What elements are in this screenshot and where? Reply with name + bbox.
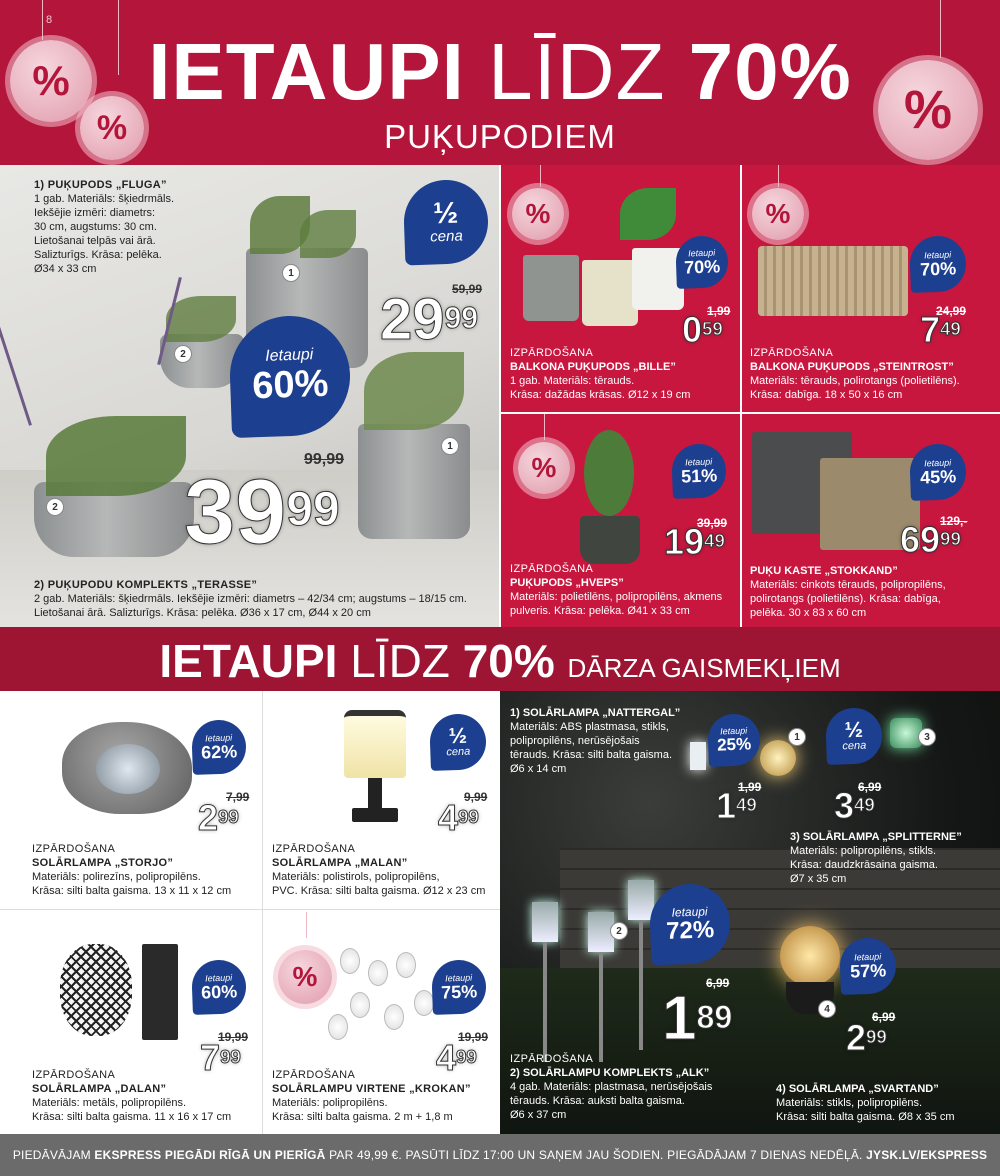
section-title — [0, 634, 1000, 695]
old-price: 1,99 — [707, 304, 731, 318]
footer-text: PAR 49,99 €. PASŪTI LĪDZ 17:00 UN SAŅEM JAU ŠODIEN. PIEGĀDĀJAM 7 DIENAS NEDĒĻĀ. — [329, 1148, 863, 1162]
percent-tag: % — [518, 442, 570, 494]
marker-2: 2 — [46, 498, 64, 516]
product-detail: Materiāls: stikls, polipropilēns. — [776, 1097, 923, 1109]
lamp-dalan-panel — [142, 944, 178, 1040]
product-title: BALKONA PUĶUPODS „BILLE” — [510, 361, 676, 373]
price-int: 1 — [716, 785, 737, 826]
old-price: 24,99 — [936, 304, 967, 318]
product-detail: Materiāls: ABS plastmasa, stikls, — [510, 721, 669, 733]
pot-grey — [523, 255, 579, 321]
badge-bottom: cena — [842, 739, 867, 753]
old-price: 39,99 — [697, 516, 728, 530]
savings-badge — [191, 959, 247, 1015]
divider — [262, 691, 263, 1134]
sale-label: IZPĀRDOŠANA — [510, 1053, 594, 1065]
bulb — [350, 992, 370, 1018]
price-int: 3 — [834, 785, 855, 826]
product-dalan-info — [32, 1068, 260, 1124]
price-int: 7 — [920, 309, 941, 350]
page-title — [0, 28, 1000, 116]
bulb — [368, 960, 388, 986]
badge-top: Ietaupi — [688, 247, 716, 259]
badge-bottom: 70% — [919, 258, 957, 280]
price-dec: 49 — [704, 530, 725, 552]
lamp-stake — [543, 942, 547, 1062]
product-detail: Ø7 x 35 cm — [790, 873, 847, 885]
product-detail: Ø6 x 14 cm — [510, 763, 567, 775]
badge-top: Ietaupi — [205, 972, 233, 984]
page-number: 8 — [46, 14, 53, 26]
pot-cream — [582, 260, 638, 326]
price-dec: 49 — [736, 794, 757, 816]
old-price: 6,99 — [872, 1010, 896, 1024]
marker-4: 4 — [818, 1000, 836, 1018]
product-detail: 4 gab. Materiāls: plastmasa, nerūsējošais — [510, 1081, 713, 1093]
lamp-malan-shade — [344, 710, 406, 778]
product-malan-info — [272, 842, 498, 898]
divider — [0, 909, 500, 910]
percent-tag: % — [752, 188, 804, 240]
sale-price — [438, 797, 479, 838]
price-int: 0 — [682, 309, 703, 350]
old-price: 9,99 — [464, 790, 488, 804]
product-detail: 1 gab. Materiāls: tērauds. — [510, 375, 635, 387]
sale-label: IZPĀRDOŠANA — [750, 347, 834, 359]
badge-bottom: 75% — [440, 981, 478, 1003]
product-detail: Krāsa: silti balta gaisma. Ø8 x 35 cm — [776, 1111, 955, 1123]
product-terasse-info — [34, 578, 494, 620]
old-price: 99,99 — [304, 451, 345, 468]
product-alk-info — [510, 1052, 750, 1122]
plant-foliage — [620, 188, 676, 240]
bulb — [384, 1004, 404, 1030]
product-title: 1) SOLĀRLAMPA „NATTERGAL” — [510, 707, 681, 719]
product-detail: Krāsa: silti balta gaisma. 13 x 11 x 12 cm — [32, 885, 232, 897]
old-price: 59,99 — [452, 282, 483, 296]
lamp-stake — [599, 952, 603, 1062]
product-detail: pulveris. Krāsa: pelēka. Ø41 x 33 cm — [510, 605, 690, 617]
title-light: LĪDZ — [488, 27, 666, 116]
plant-foliage — [300, 210, 356, 258]
price-int: 29 — [380, 287, 445, 352]
product-detail: Lietošanai telpās vai ārā. — [34, 235, 156, 247]
percent-tag: % — [278, 950, 332, 1004]
page-subtitle: PUĶUPODIEM — [384, 118, 616, 155]
product-title: SOLĀRLAMPU VIRTENE „KROKAN” — [272, 1083, 471, 1095]
tag-string — [544, 414, 545, 440]
marker-1: 1 — [788, 728, 806, 746]
product-detail: Krāsa: dažādas krāsas. Ø12 x 19 cm — [510, 389, 691, 401]
plant-foliage — [364, 352, 464, 430]
price-dec: 99 — [940, 528, 961, 550]
price-int: 4 — [436, 1037, 457, 1078]
product-fluga-info — [34, 178, 224, 276]
badge-bottom: cena — [429, 226, 464, 246]
product-stokkand-info — [750, 564, 998, 620]
half-price-badge — [429, 713, 487, 771]
lamp-malan-stem — [368, 778, 382, 810]
planter-rattan — [758, 246, 908, 316]
percent-tag: % — [80, 96, 144, 160]
badge-bottom: 45% — [919, 466, 957, 488]
price-int: 7 — [200, 1037, 221, 1078]
product-bille-info — [510, 346, 738, 402]
product-detail: Materiāls: polietilēns, polipropilēns, akmens — [510, 591, 723, 603]
old-price: 19,99 — [458, 1030, 489, 1044]
title-light: LĪDZ — [350, 635, 450, 687]
product-detail: Krāsa: silti balta gaisma. 11 x 16 x 17 cm — [32, 1111, 232, 1123]
lamp-svartand-globe — [780, 926, 840, 986]
price-dec: 49 — [940, 318, 961, 340]
product-hveps-info — [510, 562, 740, 618]
price-int: 19 — [664, 521, 705, 562]
sale-price — [198, 797, 239, 838]
savings-badge — [191, 719, 247, 775]
product-splitterne-info — [790, 830, 998, 886]
percent-tag: % — [10, 40, 92, 122]
product-detail: Materiāls: cinkots tērauds, polipropilēns, — [750, 579, 946, 591]
badge-bottom: cena — [446, 745, 471, 759]
price-int: 2 — [846, 1017, 867, 1058]
title-bold: IETAUPI — [148, 27, 465, 116]
sale-label: IZPĀRDOŠANA — [510, 347, 594, 359]
sale-price — [662, 984, 733, 1053]
price-dec: 99 — [456, 1046, 477, 1068]
price-int: 2 — [198, 797, 219, 838]
price-dec: 99 — [220, 1046, 241, 1068]
lamp-stake — [639, 920, 643, 1050]
product-title: BALKONA PUĶUPODS „STEINTROST” — [750, 361, 954, 373]
product-detail: Iekšējie izmēri: diametrs: — [34, 207, 156, 219]
product-storjo-info — [32, 842, 260, 898]
product-detail: Materiāls: tērauds, polirotangs (polietilēns). — [750, 375, 960, 387]
product-detail: Krāsa: silti balta gaisma. 2 m + 1,8 m — [272, 1111, 453, 1123]
badge-top: Ietaupi — [671, 904, 708, 920]
plant-foliage — [584, 430, 634, 516]
price-int: 4 — [438, 797, 459, 838]
old-price: 1,99 — [738, 780, 762, 794]
price-dec: 99 — [444, 301, 479, 335]
footer-text: PIEDĀVĀJAM — [12, 1148, 91, 1162]
badge-top: Ietaupi — [264, 346, 314, 365]
old-price: 6,99 — [858, 780, 882, 794]
old-price: 129,- — [940, 514, 968, 528]
product-title: SOLĀRLAMPA „DALAN” — [32, 1083, 167, 1095]
price-int: 69 — [900, 519, 941, 560]
sale-label: IZPĀRDOŠANA — [272, 843, 356, 855]
product-detail: Krāsa: daudzkrāsaina gaisma. — [790, 859, 938, 871]
sale-label: IZPĀRDOŠANA — [32, 843, 116, 855]
product-detail: polirotangs (polietilēns). Krāsa: dabīga, — [750, 593, 941, 605]
marker-1: 1 — [441, 437, 459, 455]
tag-string — [778, 165, 779, 187]
sale-price — [834, 785, 875, 826]
badge-top: Ietaupi — [685, 456, 713, 468]
sale-price — [682, 309, 723, 350]
percent-tag: % — [878, 60, 978, 160]
badge-top: Ietaupi — [445, 972, 473, 984]
marker-2: 2 — [174, 345, 192, 363]
product-detail: PVC. Krāsa: silti balta gaisma. Ø12 x 23 cm — [272, 885, 486, 897]
product-detail: Materiāls: metāls, polipropilēns. — [32, 1097, 187, 1109]
product-detail: Ø6 x 37 cm — [510, 1109, 567, 1121]
lamp-alk — [532, 902, 558, 942]
badge-bottom: 51% — [680, 465, 718, 487]
footer-emphasis: EKSPRESS PIEGĀDI RĪGĀ UN PIERĪGĀ — [94, 1148, 326, 1162]
product-detail: tērauds. Krāsa: silti balta gaisma. — [510, 749, 673, 761]
tag-string — [306, 912, 307, 938]
product-detail: Materiāls: polistirols, polipropilēns, — [272, 871, 440, 883]
footer-delivery-banner — [0, 1134, 1000, 1176]
product-detail: Krāsa: dabīga. 18 x 50 x 16 cm — [750, 389, 903, 401]
badge-bottom: 60% — [251, 362, 330, 408]
marker-2: 2 — [610, 922, 628, 940]
product-detail: 2 gab. Materiāls: šķiedrmāls. Iekšējie izmēri: diametrs – 42/34 cm; augstums – 18/15 cm. — [34, 593, 467, 605]
product-title: SOLĀRLAMPA „STORJO” — [32, 857, 174, 869]
price-int: 1 — [662, 984, 697, 1053]
badge-top: ½ — [448, 722, 468, 749]
badge-top: Ietaupi — [854, 951, 882, 963]
badge-bottom: 57% — [849, 960, 887, 982]
badge-bottom: 62% — [200, 741, 238, 763]
title-percent: 70% — [688, 27, 852, 116]
old-price: 7,99 — [226, 790, 250, 804]
sale-label: IZPĀRDOŠANA — [510, 563, 594, 575]
product-detail: Ø34 x 33 cm — [34, 263, 97, 275]
product-title: SOLĀRLAMPA „MALAN” — [272, 857, 408, 869]
sale-price — [900, 519, 961, 560]
product-detail: 30 cm, augstums: 30 cm. — [34, 221, 157, 233]
product-title: PUĶUPODS „HVEPS” — [510, 577, 624, 589]
product-detail: 1 gab. Materiāls: šķiedrmāls. — [34, 193, 174, 205]
product-steintrost-info — [750, 346, 998, 402]
price-dec: 99 — [286, 482, 340, 536]
tag-string — [540, 165, 541, 187]
badge-top: Ietaupi — [720, 725, 748, 737]
lamp-malan-base — [352, 808, 398, 822]
product-title: 4) SOLĀRLAMPA „SVARTAND” — [776, 1083, 939, 1095]
bulb — [414, 990, 434, 1016]
savings-badge — [431, 959, 487, 1015]
product-krokan-info — [272, 1068, 498, 1124]
product-detail: Materiāls: polirezīns, polipropilēns. — [32, 871, 201, 883]
product-detail: tērauds. Krāsa: auksti balta gaisma. — [510, 1095, 685, 1107]
footer-link[interactable]: JYSK.LV/EKSPRESS — [866, 1148, 988, 1162]
sale-label: IZPĀRDOŠANA — [272, 1069, 356, 1081]
old-price: 19,99 — [218, 1030, 249, 1044]
title-bold: IETAUPI — [159, 635, 338, 687]
product-title: 3) SOLĀRLAMPA „SPLITTERNE” — [790, 831, 962, 843]
product-detail: pelēka. 30 x 83 x 60 cm — [750, 607, 867, 619]
bulb — [396, 952, 416, 978]
price-dec: 99 — [218, 806, 239, 828]
sale-price — [846, 1017, 887, 1058]
pot-hveps — [580, 516, 640, 564]
old-price: 6,99 — [706, 976, 730, 990]
product-title: PUĶU KASTE „STOKKAND” — [750, 565, 898, 577]
marker-1: 1 — [282, 264, 300, 282]
lamp-nattergal-globe — [760, 740, 796, 776]
sale-label: IZPĀRDOŠANA — [32, 1069, 116, 1081]
price-dec: 59 — [702, 318, 723, 340]
sale-price — [184, 461, 340, 563]
product-detail: polipropilēns, nerūsējošais — [510, 735, 640, 747]
badge-bottom: 70% — [683, 256, 721, 278]
bulb — [340, 948, 360, 974]
product-detail: Materiāls: polipropilēns. — [272, 1097, 388, 1109]
badge-bottom: 25% — [716, 734, 752, 755]
price-dec: 89 — [696, 999, 733, 1036]
lamp-lens — [96, 744, 160, 794]
product-title: 2) PUĶUPODU KOMPLEKTS „TERASSE” — [34, 579, 258, 591]
product-title: 2) SOLĀRLAMPU KOMPLEKTS „ALK” — [510, 1067, 710, 1079]
lamp-splitterne — [890, 718, 922, 748]
badge-top: ½ — [844, 716, 864, 743]
price-dec: 99 — [866, 1026, 887, 1048]
product-detail: Materiāls: polipropilēns, stikls. — [790, 845, 937, 857]
badge-top: ½ — [432, 196, 459, 230]
plant-foliage — [46, 416, 186, 496]
price-dec: 49 — [854, 794, 875, 816]
product-detail: Lietošanai ārā. Salizturīgs. Krāsa: pelēka. Ø36 x 17 cm, Ø44 x 20 cm — [34, 607, 371, 619]
badge-top: Ietaupi — [924, 457, 952, 469]
badge-top: Ietaupi — [205, 732, 233, 744]
percent-tag: % — [512, 188, 564, 240]
price-int: 39 — [184, 461, 287, 563]
title-percent: 70% — [462, 635, 555, 687]
badge-bottom: 60% — [200, 981, 238, 1003]
lamp-dalan-cage — [60, 944, 132, 1036]
bulb — [328, 1014, 348, 1040]
price-dec: 99 — [458, 806, 479, 828]
section-subtitle: DĀRZA GAISMEKĻIEM — [567, 653, 841, 683]
badge-bottom: 72% — [665, 916, 715, 945]
product-detail: Salizturīgs. Krāsa: pelēka. — [34, 249, 162, 261]
product-title: 1) PUĶUPODS „FLUGA” — [34, 179, 167, 191]
marker-3: 3 — [918, 728, 936, 746]
badge-top: Ietaupi — [924, 249, 952, 261]
product-nattergal-info — [510, 706, 710, 776]
plant-foliage — [166, 296, 236, 342]
product-svartand-info — [776, 1082, 998, 1124]
